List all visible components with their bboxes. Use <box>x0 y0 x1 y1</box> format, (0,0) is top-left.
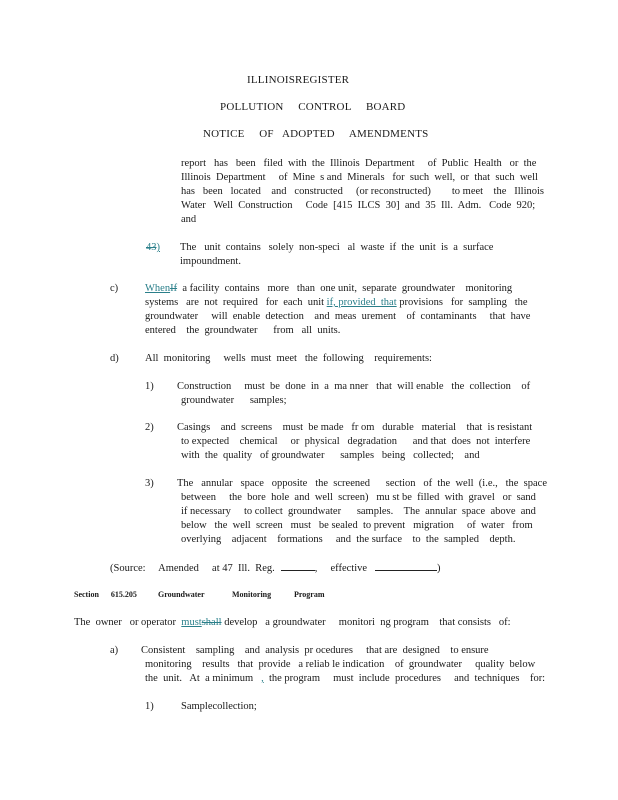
effective-blank <box>375 561 437 571</box>
section-title-3: Program <box>294 590 325 599</box>
notice-title: NOTICE OF ADOPTED AMENDMENTS <box>203 128 429 140</box>
d-item-3-line-4: below the well screen must be sealed to prevent migration of water from <box>181 520 533 531</box>
c-line-2-a: systems are not required for each unit <box>145 297 327 308</box>
subsection-a-line-2: monitoring results that provide a reliab le indication of groundwater quality below <box>145 659 536 670</box>
cont-line-5: and <box>181 214 197 225</box>
inserted-when: When <box>145 283 171 294</box>
a-item-1-number: 1) <box>145 701 154 712</box>
intro-line <box>74 617 511 628</box>
d-item-2-line-2: to expected chemical or physical degradation and that does not interfere <box>181 436 531 447</box>
inserted-comma: , <box>261 673 264 684</box>
deleted-shall: shall <box>201 617 222 628</box>
section-number: Section 615.205 <box>74 590 137 599</box>
reg-blank <box>281 561 315 571</box>
a-item-1-text: Samplecollection; <box>181 701 257 712</box>
item-4-line-1: The unit contains solely non-speci al waste if the unit is a surface <box>180 242 494 253</box>
intro-b: develop a groundwater monitori ng program that consists of: <box>221 617 511 628</box>
subsection-c-line-2 <box>145 297 528 308</box>
subsection-d-line-1: All monitoring wells must meet the following requirements: <box>145 353 432 364</box>
d-item-2-number: 2) <box>145 422 154 433</box>
a-line-3-a: the unit. At a minimum <box>145 673 262 684</box>
d-item-3-number: 3) <box>145 478 154 489</box>
source-note <box>110 561 441 574</box>
item-4-line-2: impoundment. <box>180 256 241 267</box>
subsection-c-line-1 <box>145 283 512 294</box>
c-line-2-b: provisions for sampling the <box>396 297 528 308</box>
subsection-a-line-1: Consistent sampling and analysis pr ocedures that are designed to ensure <box>141 645 489 656</box>
section-title-1: Groundwater <box>158 590 205 599</box>
c-line-1-rest: a facility contains more than one unit, separate groundwater monitoring <box>177 283 513 294</box>
subsection-a-label: a) <box>110 645 119 656</box>
number-tail: ) <box>156 242 160 253</box>
source-effective: , effective <box>314 563 368 574</box>
inserted-provided: if, provided that <box>326 297 397 308</box>
d-item-3-line-5: overlying adjacent formations and the surface to the sampled depth. <box>181 534 516 545</box>
d-item-1-line-1: Construction must be done in a ma nner that will enable the collection of <box>177 381 531 392</box>
d-item-3-line-1: The annular space opposite the screened section of the well (i.e., the space <box>177 478 547 489</box>
deleted-number: 43 <box>146 242 157 253</box>
section-title-2: Monitoring <box>232 590 272 599</box>
cont-line-4: Water Well Construction Code [415 ILCS 30] and 35 Ill. Adm. Code 920; <box>181 200 536 211</box>
cont-line-3: has been located and constructed (or reconstructed) to meet the Illinois <box>181 186 545 197</box>
d-item-1-number: 1) <box>145 381 154 392</box>
d-item-3-line-2: between the bore hole and well screen) mu st be filled with gravel or sand <box>181 492 536 503</box>
d-item-2-line-3: with the quality of groundwater samples being collected; and <box>181 450 480 461</box>
subsection-d-label: d) <box>110 353 119 364</box>
item-4-number <box>146 242 160 253</box>
subsection-c-line-3: groundwater will enable detection and meas urement of contaminants that have <box>145 311 531 322</box>
subsection-a-line-3 <box>145 673 545 684</box>
source-close: ) <box>437 563 441 574</box>
cont-line-2: Illinois Department of Mine s and Minerals for such well, or that such well <box>181 172 538 183</box>
d-item-2-line-1: Casings and screens must be made fr om durable material that is resistant <box>177 422 533 433</box>
inserted-must: must <box>181 617 202 628</box>
a-line-3-b: the program must include procedures and techniques for: <box>263 673 546 684</box>
deleted-if: If <box>170 283 178 294</box>
board-title: POLLUTION CONTROL BOARD <box>220 101 406 113</box>
register-title: ILLINOISREGISTER <box>247 74 350 86</box>
cont-line-1: report has been filed with the Illinois Department of Public Health or the <box>181 158 537 169</box>
d-item-3-line-3: if necessary to collect groundwater samples. The annular space above and <box>181 506 536 517</box>
d-item-1-line-2: groundwater samples; <box>181 395 287 406</box>
subsection-c-line-4: entered the groundwater from all units. <box>145 325 341 336</box>
subsection-c-label: c) <box>110 283 119 294</box>
source-text: (Source: Amended at 47 Ill. Reg. <box>110 563 275 574</box>
intro-a: The owner or operator <box>74 617 182 628</box>
